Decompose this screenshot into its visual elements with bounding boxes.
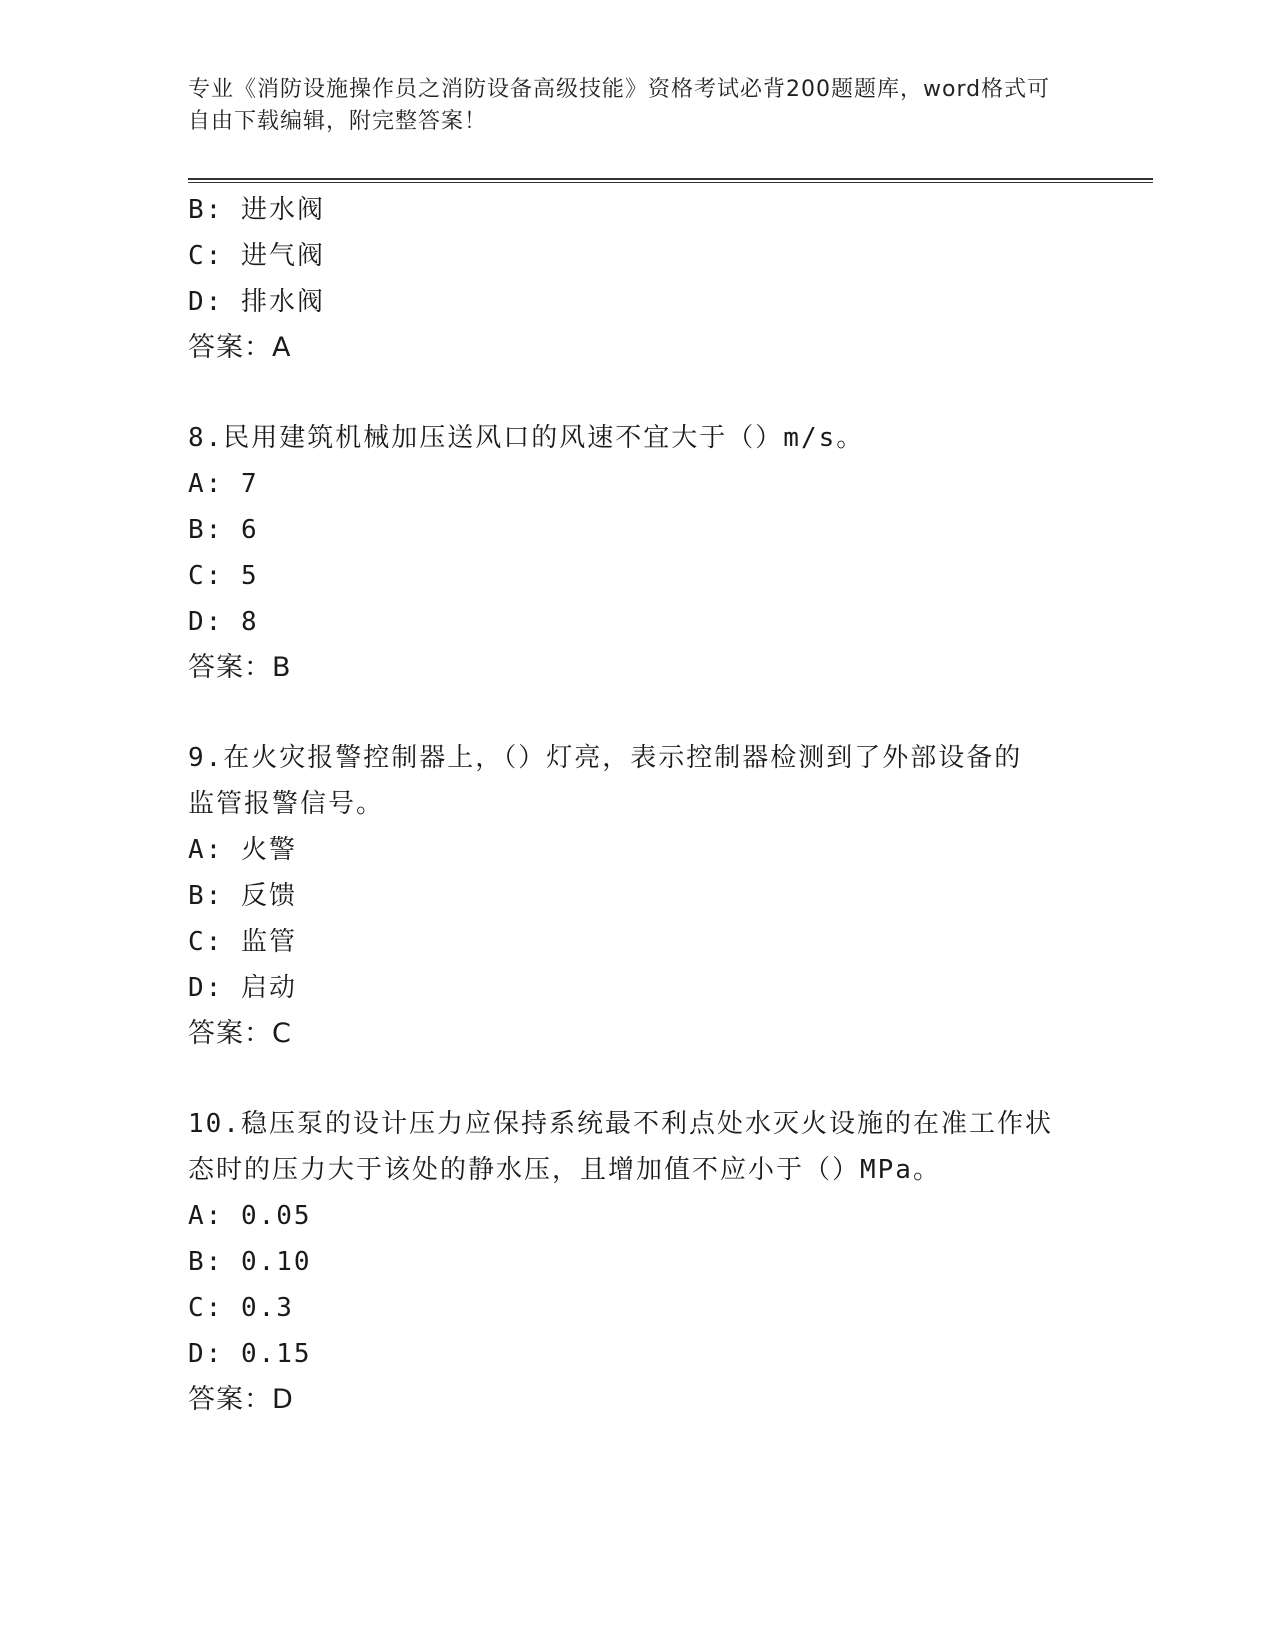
question-text-line-1: 10.稳压泵的设计压力应保持系统最不利点处水灭火设施的在准工作状	[188, 1109, 1053, 1139]
spacer	[188, 691, 1088, 735]
option-b: B: 0.10	[188, 1247, 312, 1277]
question-10	[188, 1101, 1088, 1423]
option-d: D: 0.15	[188, 1339, 312, 1369]
option-b: B: 6	[188, 515, 259, 545]
question-list	[188, 187, 1088, 1423]
document-header	[188, 74, 1068, 138]
option-c: C: 监管	[188, 927, 297, 957]
question-text-line-2: 态时的压力大于该处的静水压，且增加值不应小于（）MPa。	[188, 1155, 941, 1185]
option-d: D: 启动	[188, 973, 297, 1003]
option-c: C: 进气阀	[188, 241, 325, 271]
option-c: C: 5	[188, 561, 259, 591]
answer-line: 答案：B	[188, 652, 292, 683]
option-a: A: 火警	[188, 835, 297, 865]
question-text-line-2: 监管报警信号。	[188, 789, 385, 819]
question-8	[188, 415, 1088, 691]
answer-line: 答案：D	[188, 1384, 294, 1415]
header-text: 专业《消防设施操作员之消防设备高级技能》资格考试必背200题题库，word格式可自由下载编辑，附完整答案！	[188, 77, 1051, 134]
option-d: D: 8	[188, 607, 259, 637]
option-b: B: 反馈	[188, 881, 297, 911]
option-a: A: 7	[188, 469, 259, 499]
question-text-line-1: 9.在火灾报警控制器上，（）灯亮，表示控制器检测到了外部设备的	[188, 743, 1023, 773]
question-7-continued	[188, 187, 1088, 371]
header-divider-thick	[188, 178, 1153, 180]
answer-line: 答案：C	[188, 1018, 292, 1049]
question-9	[188, 735, 1088, 1057]
header-divider-thin	[188, 182, 1153, 183]
question-text: 8.民用建筑机械加压送风口的风速不宜大于（）m/s。	[188, 423, 865, 453]
spacer	[188, 371, 1088, 415]
answer-line: 答案：A	[188, 332, 292, 363]
spacer	[188, 1057, 1088, 1101]
option-b: B: 进水阀	[188, 195, 325, 225]
option-a: A: 0.05	[188, 1201, 312, 1231]
option-c: C: 0.3	[188, 1293, 294, 1323]
option-d: D: 排水阀	[188, 287, 325, 317]
